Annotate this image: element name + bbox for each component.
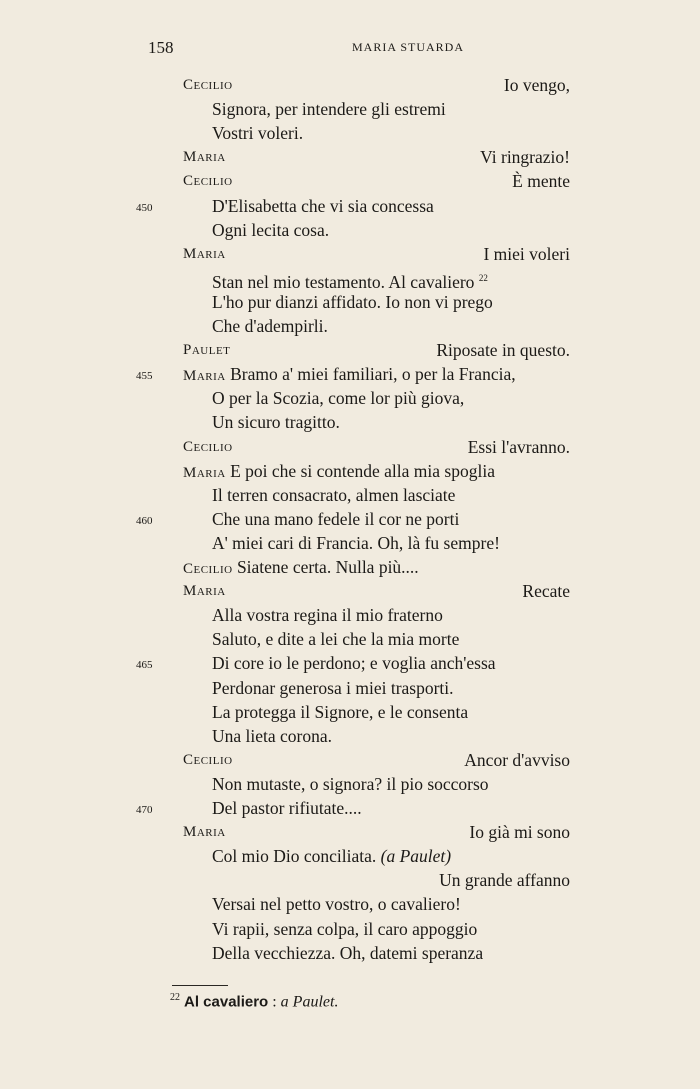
verse-line: A' miei cari di Francia. Oh, là fu sempre! (212, 532, 500, 553)
speaker-name: Cecilio (183, 173, 233, 190)
verse-line: Saluto, e dite a lei che la mia morte (212, 629, 460, 650)
running-title: MARIA STUARDA (352, 40, 465, 54)
footnote-reference: 22 (478, 272, 488, 283)
footnote-separator: : (272, 993, 277, 1011)
line-number: 455 (136, 370, 153, 383)
speaker-name: Maria (183, 149, 226, 166)
verse-line-continuation: Vi ringrazio! (480, 147, 570, 168)
verse-line-continuation: I miei voleri (483, 243, 570, 264)
verse-line: Una lieta corona. (212, 725, 333, 746)
footnote (170, 992, 338, 1011)
verse-line: Non mutaste, o signora? il pio soccorso (212, 773, 489, 794)
speaker-name: Maria (183, 245, 226, 262)
line-number: 470 (136, 804, 153, 816)
verse-line: Vi rapii, senza colpa, il caro appoggio (212, 918, 478, 939)
verse-line: Della vecchiezza. Oh, datemi speranza (212, 942, 484, 963)
verse-line: Col mio Dio conciliata. (a Paulet) (212, 846, 452, 867)
footnote-mark: 22 (170, 992, 180, 1003)
verse-line: Vostri voleri. (212, 123, 304, 144)
verse-line: Signora, per intendere gli estremi (212, 99, 446, 120)
verse-line: Il terren consacrato, almen lasciate (212, 484, 456, 505)
verse-line-text: Siatene certa. Nulla più.... (232, 557, 419, 577)
verse-line-continuation: Un grande affanno (439, 870, 570, 891)
verse-line: L'ho pur dianzi affidato. Io non vi prego (212, 291, 493, 312)
verse-line: Ogni lecita cosa. (212, 219, 330, 240)
verse-line: O per la Scozia, come lor più giova, (212, 388, 465, 409)
footnote-term: Al cavaliero (184, 993, 269, 1011)
verse-line-continuation: Io vengo, (503, 75, 570, 95)
verse-line-text: Bramo a' miei familiari, o per la Francia, (225, 364, 516, 385)
verse-line: La protegga il Signore, e le consenta (212, 701, 469, 722)
verse-line-continuation: È mente (512, 171, 570, 192)
speaker-name: Paulet (183, 342, 231, 359)
verse-line: Di core io le perdono; e voglia anch'essa (212, 653, 496, 674)
verse-line: Perdonar generosa i miei trasporti. (212, 677, 454, 698)
verse-line-text: E poi che si contende alla mia spoglia (225, 460, 495, 481)
verse-line: Che d'adempirli. (212, 316, 328, 336)
verse-line: Alla vostra regina il mio fraterno (212, 605, 443, 626)
speaker-name: Cecilio Siatene certa. Nulla più.... (183, 557, 419, 577)
verse-line-continuation: Ancor d'avviso (464, 749, 570, 770)
verse-line-continuation: Essi l'avranno. (467, 436, 570, 457)
footnote-rule (172, 985, 228, 986)
verse-line-continuation: Riposate in questo. (436, 340, 570, 361)
speaker-name: Cecilio (183, 751, 233, 768)
verse-line: Che una mano fedele il cor ne porti (212, 508, 460, 529)
speaker-name: Cecilio (183, 77, 233, 93)
line-number: 450 (136, 201, 153, 214)
verse-line: Del pastor rifiutate.... (212, 798, 362, 818)
verse-line: Un sicuro tragitto. (212, 412, 340, 433)
line-number: 460 (136, 514, 153, 527)
speaker-name: Maria Bramo a' miei familiari, o per la Francia, (183, 364, 516, 385)
footnote-gloss: a Paulet. (280, 993, 339, 1011)
stage-direction: (a Paulet) (376, 846, 452, 867)
speaker-name: Maria (183, 583, 226, 600)
speaker-name: Cecilio (183, 438, 233, 455)
verse-line: D'Elisabetta che vi sia concessa (212, 195, 434, 216)
page-number: 158 (148, 38, 174, 57)
speaker-name: Maria E poi che si contende alla mia spoglia (183, 460, 495, 481)
verse-line-continuation: Recate (522, 581, 570, 602)
verse-line: Versai nel petto vostro, o cavaliero! (212, 894, 461, 915)
speaker-name: Maria (183, 824, 226, 841)
verse-line-continuation: Io già mi sono (469, 822, 570, 843)
verse-line: Stan nel mio testamento. Al cavaliero $^{22}$ (212, 271, 488, 292)
line-number: 465 (136, 659, 153, 672)
